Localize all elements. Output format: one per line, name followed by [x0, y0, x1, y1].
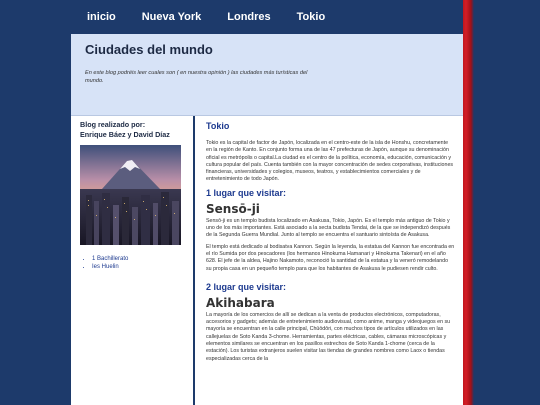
article-title: Tokio — [206, 121, 230, 131]
place-title-akihabara: Akihabara — [206, 295, 275, 310]
sidebar — [71, 116, 195, 405]
content-columns — [71, 116, 463, 405]
section-1-paragraph-2: El templo está dedicado al bodisatva Kannon. Según la leyenda, la estatua del Kannon fue encontrada en el río Sumida por dos pescadores (los hermanos Hinokuma Hamanari y Hinokuma Takenari) en el año 628. El jefe de la aldea, Hajino Nakamoto, reconoció la santidad de la estatua y la veneró remodelando su propia casa en un pequeño templo para que los habitantes de Asakusa le pudiesen rendir culto. — [206, 243, 455, 272]
section-heading-1: 1 lugar que visitar: — [206, 187, 287, 198]
author-names: Enrique Báez y David Díaz — [80, 130, 170, 140]
link-1-bachillerato[interactable]: 1 Bachillerato — [92, 256, 129, 263]
author-label-line1: Blog realizado por: — [80, 120, 146, 129]
nav-item-inicio[interactable]: inicio — [87, 11, 116, 23]
nav-item-tokio[interactable]: Tokio — [296, 11, 326, 23]
blog-title: Ciudades del mundo — [85, 42, 213, 57]
section-1-paragraph-1: Sensō-ji es un templo budista localizado en Asakusa, Tokio, Japón. Es el templo más antiguo de Tokio y uno de los más importantes. Está asociado a la secta budista Tendai, de la que se independizó después de la Segunda Guerra Mundial. Junto al templo se encuentra el santuario sintoísta de Asakusa. — [206, 217, 451, 239]
tokyo-mount-fuji-photo — [80, 145, 181, 245]
blog-header — [71, 34, 463, 116]
page-container — [71, 0, 463, 405]
blog-description: En este blog podréis leer cuales son ( en nuestra opinión ) las ciudades más turísticas del mundo. — [85, 70, 308, 84]
list-item — [92, 255, 183, 263]
article — [195, 116, 463, 405]
list-item — [92, 263, 183, 271]
link-ies-huelin[interactable]: Ies Huelin — [92, 264, 119, 271]
sidebar-links — [80, 255, 183, 271]
article-intro: Tokio es la capital de factor de Japón, localizada en el centro-este de la isla de Honshu, concretamente en la región de Kanto. En conjunto forma una de las 47 prefecturas de Japón, aunque su denominación oficial es metrópolis o capital.La ciudad es el centro de la política, economía, educación, comunicación y cultura popular del país. Cuenta también con la mayor concentración de sedes corporativas, instituciones financieras, universidades y colegios, museos, teatros, y establecimientos comerciales y de entretenimiento de todo Japón. — [206, 140, 454, 183]
page-background-stripe — [462, 0, 540, 405]
nav-item-londres[interactable]: Londres — [227, 11, 271, 23]
place-title-senso-ji: Sensō-ji — [206, 201, 260, 216]
section-heading-2: 2 lugar que visitar: — [206, 281, 287, 292]
top-nav — [71, 0, 463, 34]
nav-item-nueva-york[interactable]: Nueva York — [141, 11, 202, 23]
section-2-paragraph-1: La mayoría de los comercios de allí se dedican a la venta de productos electrónicos, computadoras, accesorios y gadgets; además de entretenimiento audiovisual, como anime, manga y videojuegos en su mayoría se encuentran en la calle principal, Chūōdōri, con muchos tipos de artículos utilizados en las callejuelas de Soto Kanda 3-chome. Herramientas, partes eléctricas, cables, cámaras microscópicas y elementos similares se encuentran en los pasillos estrechos de Soto Kanda 1-chome (cerca de la estación). Los turistas extranjeros suelen visitar las tiendas de grandes nombres como Laox o tiendas especializadas cerca de la — [206, 311, 451, 362]
author-label — [80, 120, 183, 140]
